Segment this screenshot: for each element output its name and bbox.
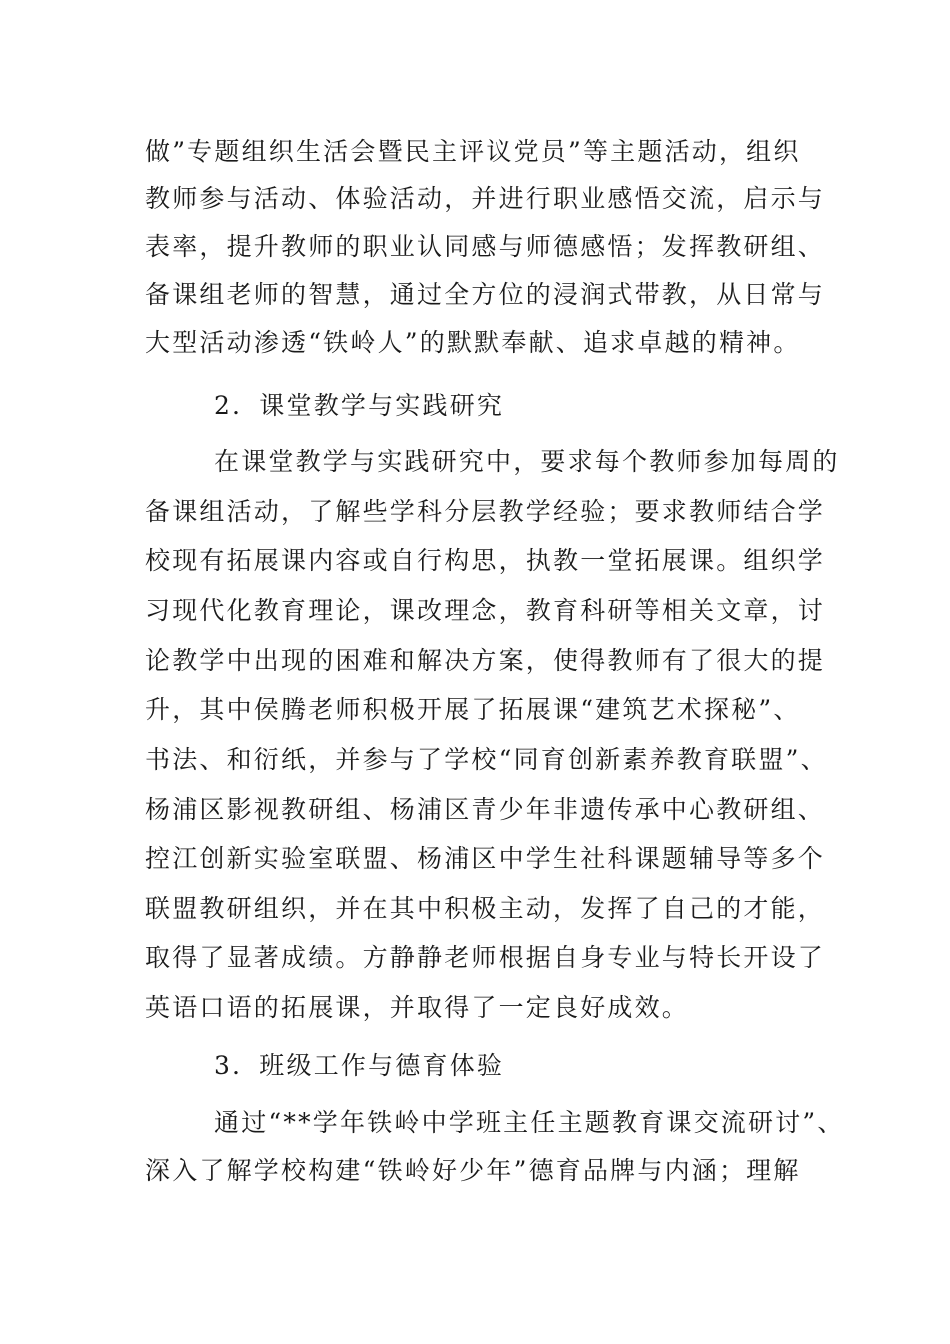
text-line: 深入了解学校构建“铁岭好少年”德育品牌与内涵；理解: [145, 1156, 801, 1185]
text-line: 杨浦区影视教研组、杨浦区青少年非遗传承中心教研组、: [145, 795, 826, 824]
section-heading: 2．课堂教学与实践研究: [214, 391, 505, 420]
text-line: 做”专题组织生活会暨民主评议党员”等主题活动，组织: [145, 137, 801, 166]
text-line: 备课组活动，了解些学科分层教学经验；要求教师结合学: [145, 497, 826, 526]
text-line: 习现代化教育理论，课改理念，教育科研等相关文章，讨: [145, 596, 826, 625]
text-line: 校现有拓展课内容或自行构思，执教一堂拓展课。组织学: [145, 546, 826, 575]
text-line: 论教学中出现的困难和解决方案，使得教师有了很大的提: [145, 646, 826, 675]
text-line: 大型活动渗透“铁岭人”的默默奉献、追求卓越的精神。: [145, 328, 801, 357]
text-line: 表率，提升教师的职业认同感与师德感悟；发挥教研组、: [145, 232, 826, 261]
text-line: 取得了显著成绩。方静静老师根据自身专业与特长开设了: [145, 943, 826, 972]
text-line: 控江创新实验室联盟、杨浦区中学生社科课题辅导等多个: [145, 844, 826, 873]
text-line: 英语口语的拓展课，并取得了一定良好成效。: [145, 993, 690, 1022]
text-line: 通过“**学年铁岭中学班主任主题教育课交流研讨”、: [214, 1108, 845, 1137]
text-line: 书法、和衍纸，并参与了学校“同育创新素养教育联盟”、: [145, 745, 828, 774]
text-line: 升，其中侯腾老师积极开展了拓展课“建筑艺术探秘”、: [145, 695, 801, 724]
text-line: 备课组老师的智慧，通过全方位的浸润式带教，从日常与: [145, 280, 826, 309]
section-heading: 3．班级工作与德育体验: [214, 1051, 505, 1080]
text-line: 教师参与活动、体验活动，并进行职业感悟交流，启示与: [145, 184, 826, 213]
text-line: 联盟教研组织，并在其中积极主动，发挥了自己的才能，: [145, 894, 826, 923]
text-line: 在课堂教学与实践研究中，要求每个教师参加每周的: [214, 447, 840, 476]
